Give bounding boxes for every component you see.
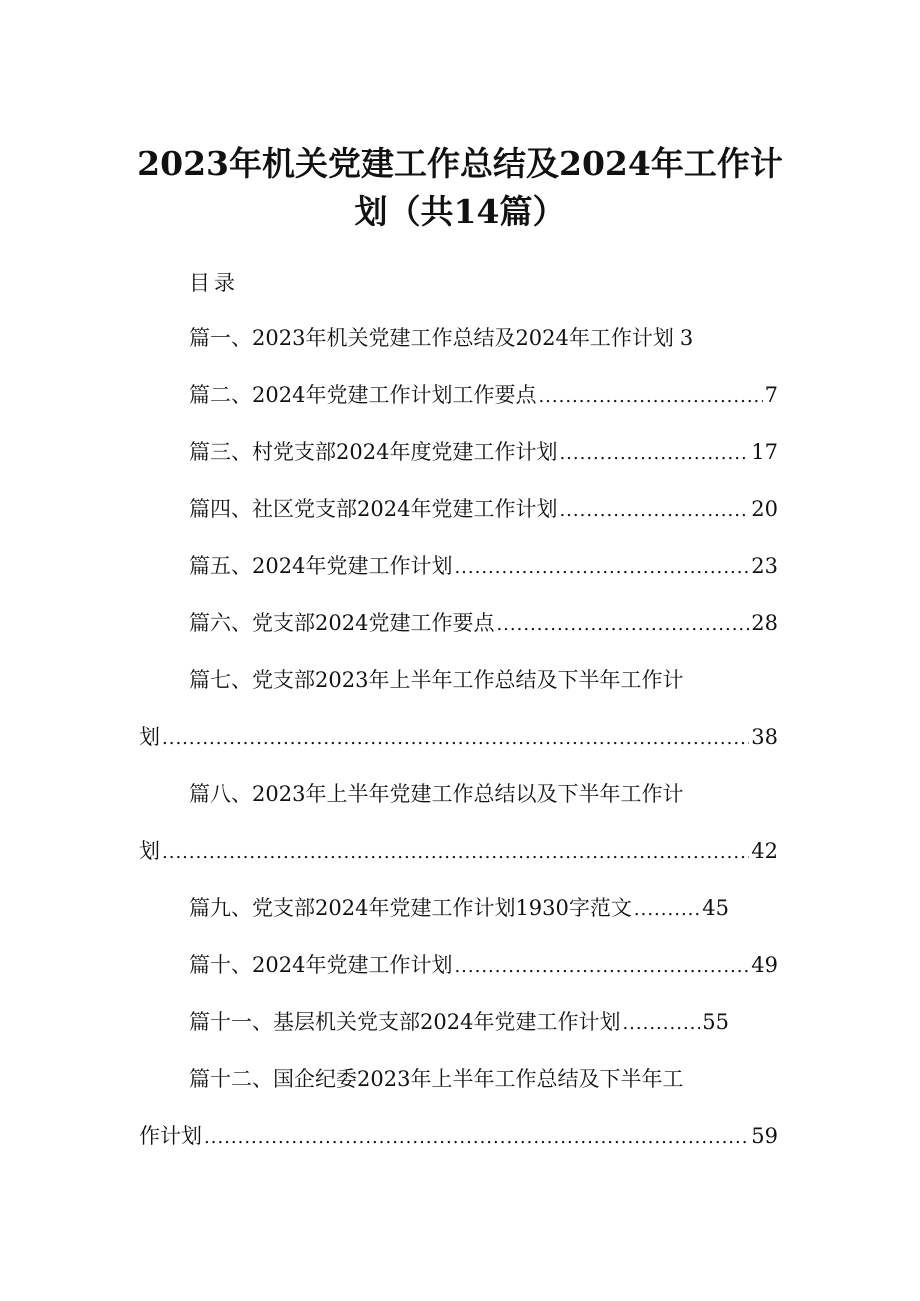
toc-entry-page: 49: [751, 953, 778, 977]
toc-dot-leader: [454, 553, 749, 583]
title-line-1: 2023年机关党建工作总结及2024年工作计: [137, 144, 783, 183]
toc-entry-title-cont: 划: [139, 725, 160, 749]
toc-entry-page: 7: [764, 383, 778, 407]
toc-dot-leader: [538, 382, 762, 412]
toc-entry-12-cont[interactable]: [139, 1121, 778, 1151]
toc-entry-title: 篇一、2023年机关党建工作总结及2024年工作计划: [189, 326, 674, 350]
toc-entry-page: 20: [751, 497, 778, 521]
toc-entry-2[interactable]: [189, 380, 778, 410]
toc-entry-title: 篇六、党支部2024党建工作要点: [189, 611, 495, 635]
title-line-2: 划（共14篇）: [354, 192, 566, 231]
toc-entry-title: 篇九、党支部2024年党建工作计划1930字范文: [189, 896, 632, 920]
toc-entry-title: 篇八、2023年上半年党建工作总结以及下半年工作计: [189, 782, 684, 806]
toc-dot-leader: [454, 952, 749, 982]
toc-entry-4[interactable]: [189, 494, 778, 524]
toc-entry-title: 篇十二、国企纪委2023年上半年工作总结及下半年工: [189, 1067, 684, 1091]
toc-dot-leader: [559, 439, 749, 469]
toc-entry-3[interactable]: [189, 437, 778, 467]
toc-heading: 目录: [189, 271, 239, 295]
toc-entry-title: 篇十、2024年党建工作计划: [189, 953, 453, 977]
toc-entry-6[interactable]: [189, 608, 778, 638]
toc-entry-title: 篇二、2024年党建工作计划工作要点: [189, 383, 537, 407]
toc-dot-leader: [204, 1123, 749, 1153]
toc-entry-12[interactable]: [189, 1064, 683, 1094]
toc-entry-page: 45: [702, 896, 729, 920]
toc-entry-title: 篇十一、基层机关党支部2024年党建工作计划: [189, 1010, 621, 1034]
toc-dot-leader: [634, 895, 700, 925]
toc-entry-11[interactable]: [189, 1007, 729, 1037]
toc-entry-5[interactable]: [189, 551, 778, 581]
toc-entry-page: 55: [702, 1010, 729, 1034]
toc-entry-page: 3: [679, 326, 694, 350]
toc-entry-8[interactable]: [189, 779, 683, 809]
toc-entry-title-cont: 作计划: [139, 1124, 202, 1148]
toc-entry-title-cont: 划: [139, 839, 160, 863]
toc-entry-7-cont[interactable]: [139, 722, 778, 752]
toc-entry-page: 59: [751, 1124, 778, 1148]
toc-entry-page: 38: [751, 725, 778, 749]
toc-dot-leader: [559, 496, 749, 526]
toc-entry-page: 28: [751, 611, 778, 635]
toc-entry-page: 42: [751, 839, 778, 863]
toc-entry-title: 篇四、社区党支部2024年党建工作计划: [189, 497, 558, 521]
toc-entry-8-cont[interactable]: [139, 836, 778, 866]
toc-dot-leader: [162, 724, 749, 754]
toc-dot-leader: [162, 838, 749, 868]
toc-dot-leader: [622, 1009, 700, 1039]
toc-entry-page: 17: [751, 440, 778, 464]
document-title: [0, 140, 920, 236]
toc-entry-9[interactable]: [189, 893, 729, 923]
toc-entry-1[interactable]: [189, 323, 693, 353]
toc-dot-leader: [496, 610, 749, 640]
toc-entry-title: 篇五、2024年党建工作计划: [189, 554, 453, 578]
toc-entry-7[interactable]: [189, 665, 683, 695]
toc-entry-10[interactable]: [189, 950, 778, 980]
toc-entry-page: 23: [751, 554, 778, 578]
toc-entry-title: 篇七、党支部2023年上半年工作总结及下半年工作计: [189, 668, 684, 692]
toc-entry-title: 篇三、村党支部2024年度党建工作计划: [189, 440, 558, 464]
